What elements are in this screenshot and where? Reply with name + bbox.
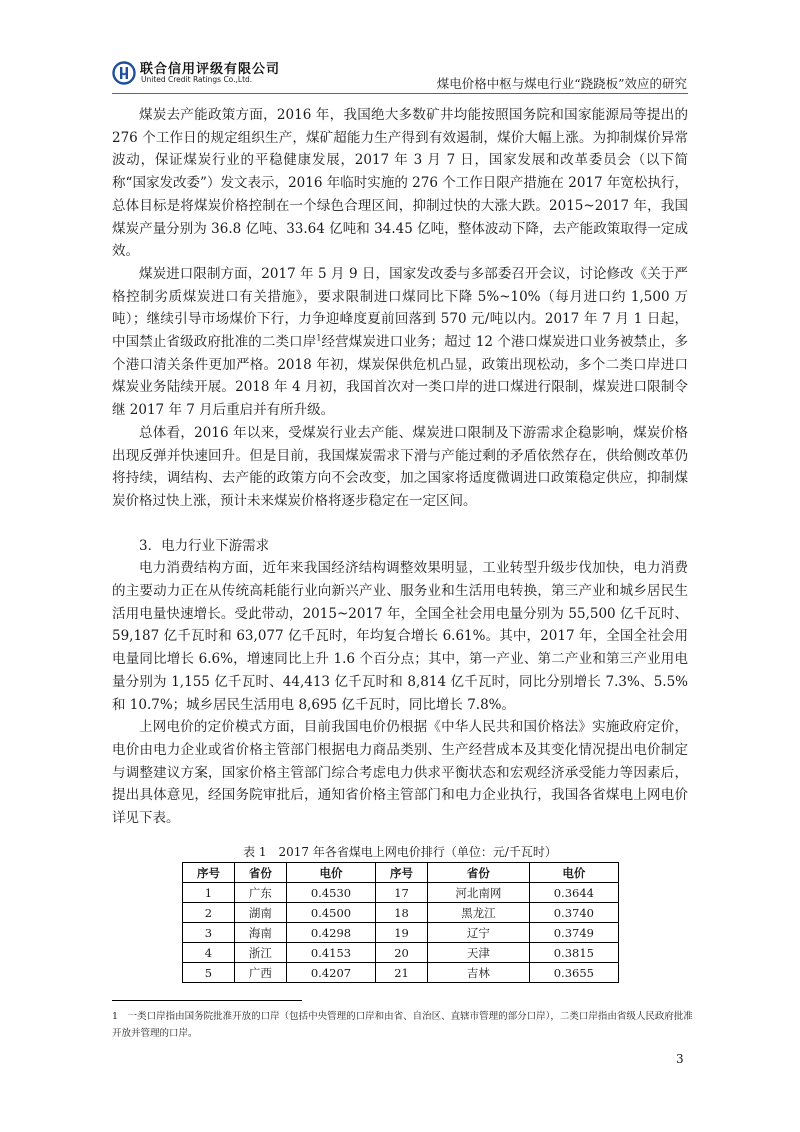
table-cell: 19	[376, 923, 428, 943]
table-cell: 海南	[234, 923, 286, 943]
footnote-divider	[112, 1000, 302, 1001]
paragraph-text: 煤炭进口限制方面，2017 年 5 月 9 日，国家发改委与多部委召开会议，讨论修改《关于严格控制劣质煤炭进口有关措施》，要求限制进口煤同比下降 5%~10%（每月进口约 1,500 万吨）；继续引导市场煤价下行，力争迎峰度夏前回落到 570 元/吨以内。2017 年 7 月 1 日起，中国禁止省级政府批准的二类口岸	[112, 265, 688, 351]
table-row	[183, 883, 619, 903]
table-row	[183, 923, 619, 943]
header-cell: 电价	[286, 863, 375, 883]
table-cell: 0.4530	[286, 883, 375, 903]
table-cell: 5	[183, 963, 235, 983]
section-heading: 3．电力行业下游需求	[139, 537, 270, 554]
table-cell: 0.4298	[286, 923, 375, 943]
paragraph-coal-capacity: 煤炭去产能政策方面，2016 年，我国绝大多数矿井均能按照国务院和国家能源局等提出的 276 个工作日的规定组织生产，煤矿超能力生产得到有效遏制，煤价大幅上涨。为抑制煤价异常波动，保证煤炭行业的平稳健康发展，2017 年 3 月 7 日，国家发展和改革委员会（以下简称“国家发改委”）发文表示，2016 年临时实施的 276 个工作日限产措施在 2017 年宽松执行，总体目标是将煤炭价格控制在一个绿色合理区间，抑制过快的大涨大跌。2015~2017 年，我国煤炭产量分别为 36.8 亿吨、33.64 亿吨和 34.45 亿吨，整体波动下降，去产能政策取得一定成效。	[112, 107, 688, 260]
company-logo-icon	[112, 61, 136, 85]
table-cell: 黑龙江	[428, 903, 530, 923]
spacer	[112, 513, 688, 535]
table-cell: 湖南	[234, 903, 286, 923]
table-header-row	[183, 863, 619, 883]
paragraph-pricing-model: 上网电价的定价模式方面，目前我国电价仍根据《中华人民共和国价格法》实施政府定价，电价由电力企业或省价格主管部门根据电力商品类别、生产经营成本及其变化情况提出电价制定与调整建议方案，国家价格主管部门综合考虑电力供求平衡状态和宏观经济承受能力等因素后，提出具体意见，经国务院审批后，通知省价格主管部门和电力企业执行，我国各省煤电上网电价详见下表。	[112, 719, 688, 827]
table-cell: 0.4153	[286, 943, 375, 963]
table-cell: 0.3749	[529, 923, 618, 943]
header-cell: 省份	[428, 863, 530, 883]
paragraph-coal-import	[112, 263, 688, 422]
table-cell: 4	[183, 943, 235, 963]
table-cell: 0.3655	[529, 963, 618, 983]
table-cell: 广东	[234, 883, 286, 903]
table-cell: 21	[376, 963, 428, 983]
table-row	[183, 903, 619, 923]
table-cell: 0.4500	[286, 903, 375, 923]
footnote-text: 一类口岸指由国务院批准开放的口岸（包括中央管理的口岸和由省、自治区、直辖市管理的部分口岸），二类口岸指由省级人民政府批准开放并管理的口岸。	[112, 1011, 693, 1039]
table-cell: 广西	[234, 963, 286, 983]
document-body	[112, 104, 688, 830]
footnote-ref[interactable]: 1	[316, 333, 322, 343]
table-cell: 浙江	[234, 943, 286, 963]
table-cell: 0.4207	[286, 963, 375, 983]
header-cell: 省份	[234, 863, 286, 883]
table-cell: 20	[376, 943, 428, 963]
brand-name-cn: 联合信用评级有限公司	[140, 62, 281, 77]
table-cell: 1	[183, 883, 235, 903]
table-row	[183, 963, 619, 983]
table-caption: 表 1 2017 年各省煤电上网电价排行（单位：元/千瓦时）	[243, 845, 557, 859]
table-cell: 2	[183, 903, 235, 923]
table-cell: 吉林	[428, 963, 530, 983]
table-row	[183, 943, 619, 963]
header-cell: 序号	[183, 863, 235, 883]
table-cell: 天津	[428, 943, 530, 963]
table-cell: 18	[376, 903, 428, 923]
report-title: 煤电价格中枢与煤电行业“跷跷板”效应的研究	[436, 76, 687, 91]
paragraph-power-demand: 电力消费结构方面，近年来我国经济结构调整效果明显，工业转型升级步伐加快，电力消费的主要动力正在从传统高耗能行业向新兴产业、服务业和生活用电转换，第三产业和城乡居民生活用电量快速增长。受此带动，2015~2017 年，全国全社会用电量分别为 55,500 亿千瓦时、59,187 亿千瓦时和 63,077 亿千瓦时，年均复合增长 6.61%。其中，2017 年，全国全社会用电量同比增长 6.6%，增速同比上升 1.6 个百分点；其中，第一产业、第二产业和第三产业用电量分别为 1,155 亿千瓦时、44,413 亿千瓦时和 8,814 亿千瓦时，同比分别增长 7.3%、5.5%和 10.7%；城乡居民生活用电 8,695 亿千瓦时，同比增长 7.8%。	[112, 560, 688, 713]
table-cell: 0.3815	[529, 943, 618, 963]
header-cell: 电价	[529, 863, 618, 883]
header-cell: 序号	[376, 863, 428, 883]
header-divider	[112, 93, 688, 94]
table-cell: 河北南网	[428, 883, 530, 903]
brand-name-en: United Credit Ratings Co.,Ltd.	[141, 75, 253, 84]
paragraph-summary: 总体看，2016 年以来，受煤炭行业去产能、煤炭进口限制及下游需求企稳影响，煤炭价格出现反弹并快速回升。但是目前，我国煤炭需求下滑与产能过剩的矛盾依然存在，供给侧改革仍将持续，调结构、去产能的政策方向不会改变，加之国家将适度微调进口政策稳定供应，抑制煤炭价格过快上涨，预计未来煤炭价格将逐步稳定在一定区间。	[112, 424, 688, 509]
table-cell: 3	[183, 923, 235, 943]
table-cell: 17	[376, 883, 428, 903]
table-cell: 0.3644	[529, 883, 618, 903]
page-number: 3	[676, 1052, 684, 1066]
price-table	[182, 862, 619, 983]
page-header	[0, 0, 800, 100]
paragraph-text: 经营煤炭进口业务；超过 12 个港口煤炭进口业务被禁止，多个港口清关条件更加严格。2018 年初，煤炭保供危机凸显，政策出现松动，多个二类口岸进口煤炭业务陆续开展。2018 年 4 月初，我国首次对一类口岸的进口煤进行限制，煤炭进口限制令继 2017 年 7 月后重启并有所升级。	[112, 334, 689, 419]
footnote	[112, 1008, 698, 1042]
table-cell: 辽宁	[428, 923, 530, 943]
footnote-mark: 1	[112, 1011, 119, 1022]
table-cell: 0.3740	[529, 903, 618, 923]
